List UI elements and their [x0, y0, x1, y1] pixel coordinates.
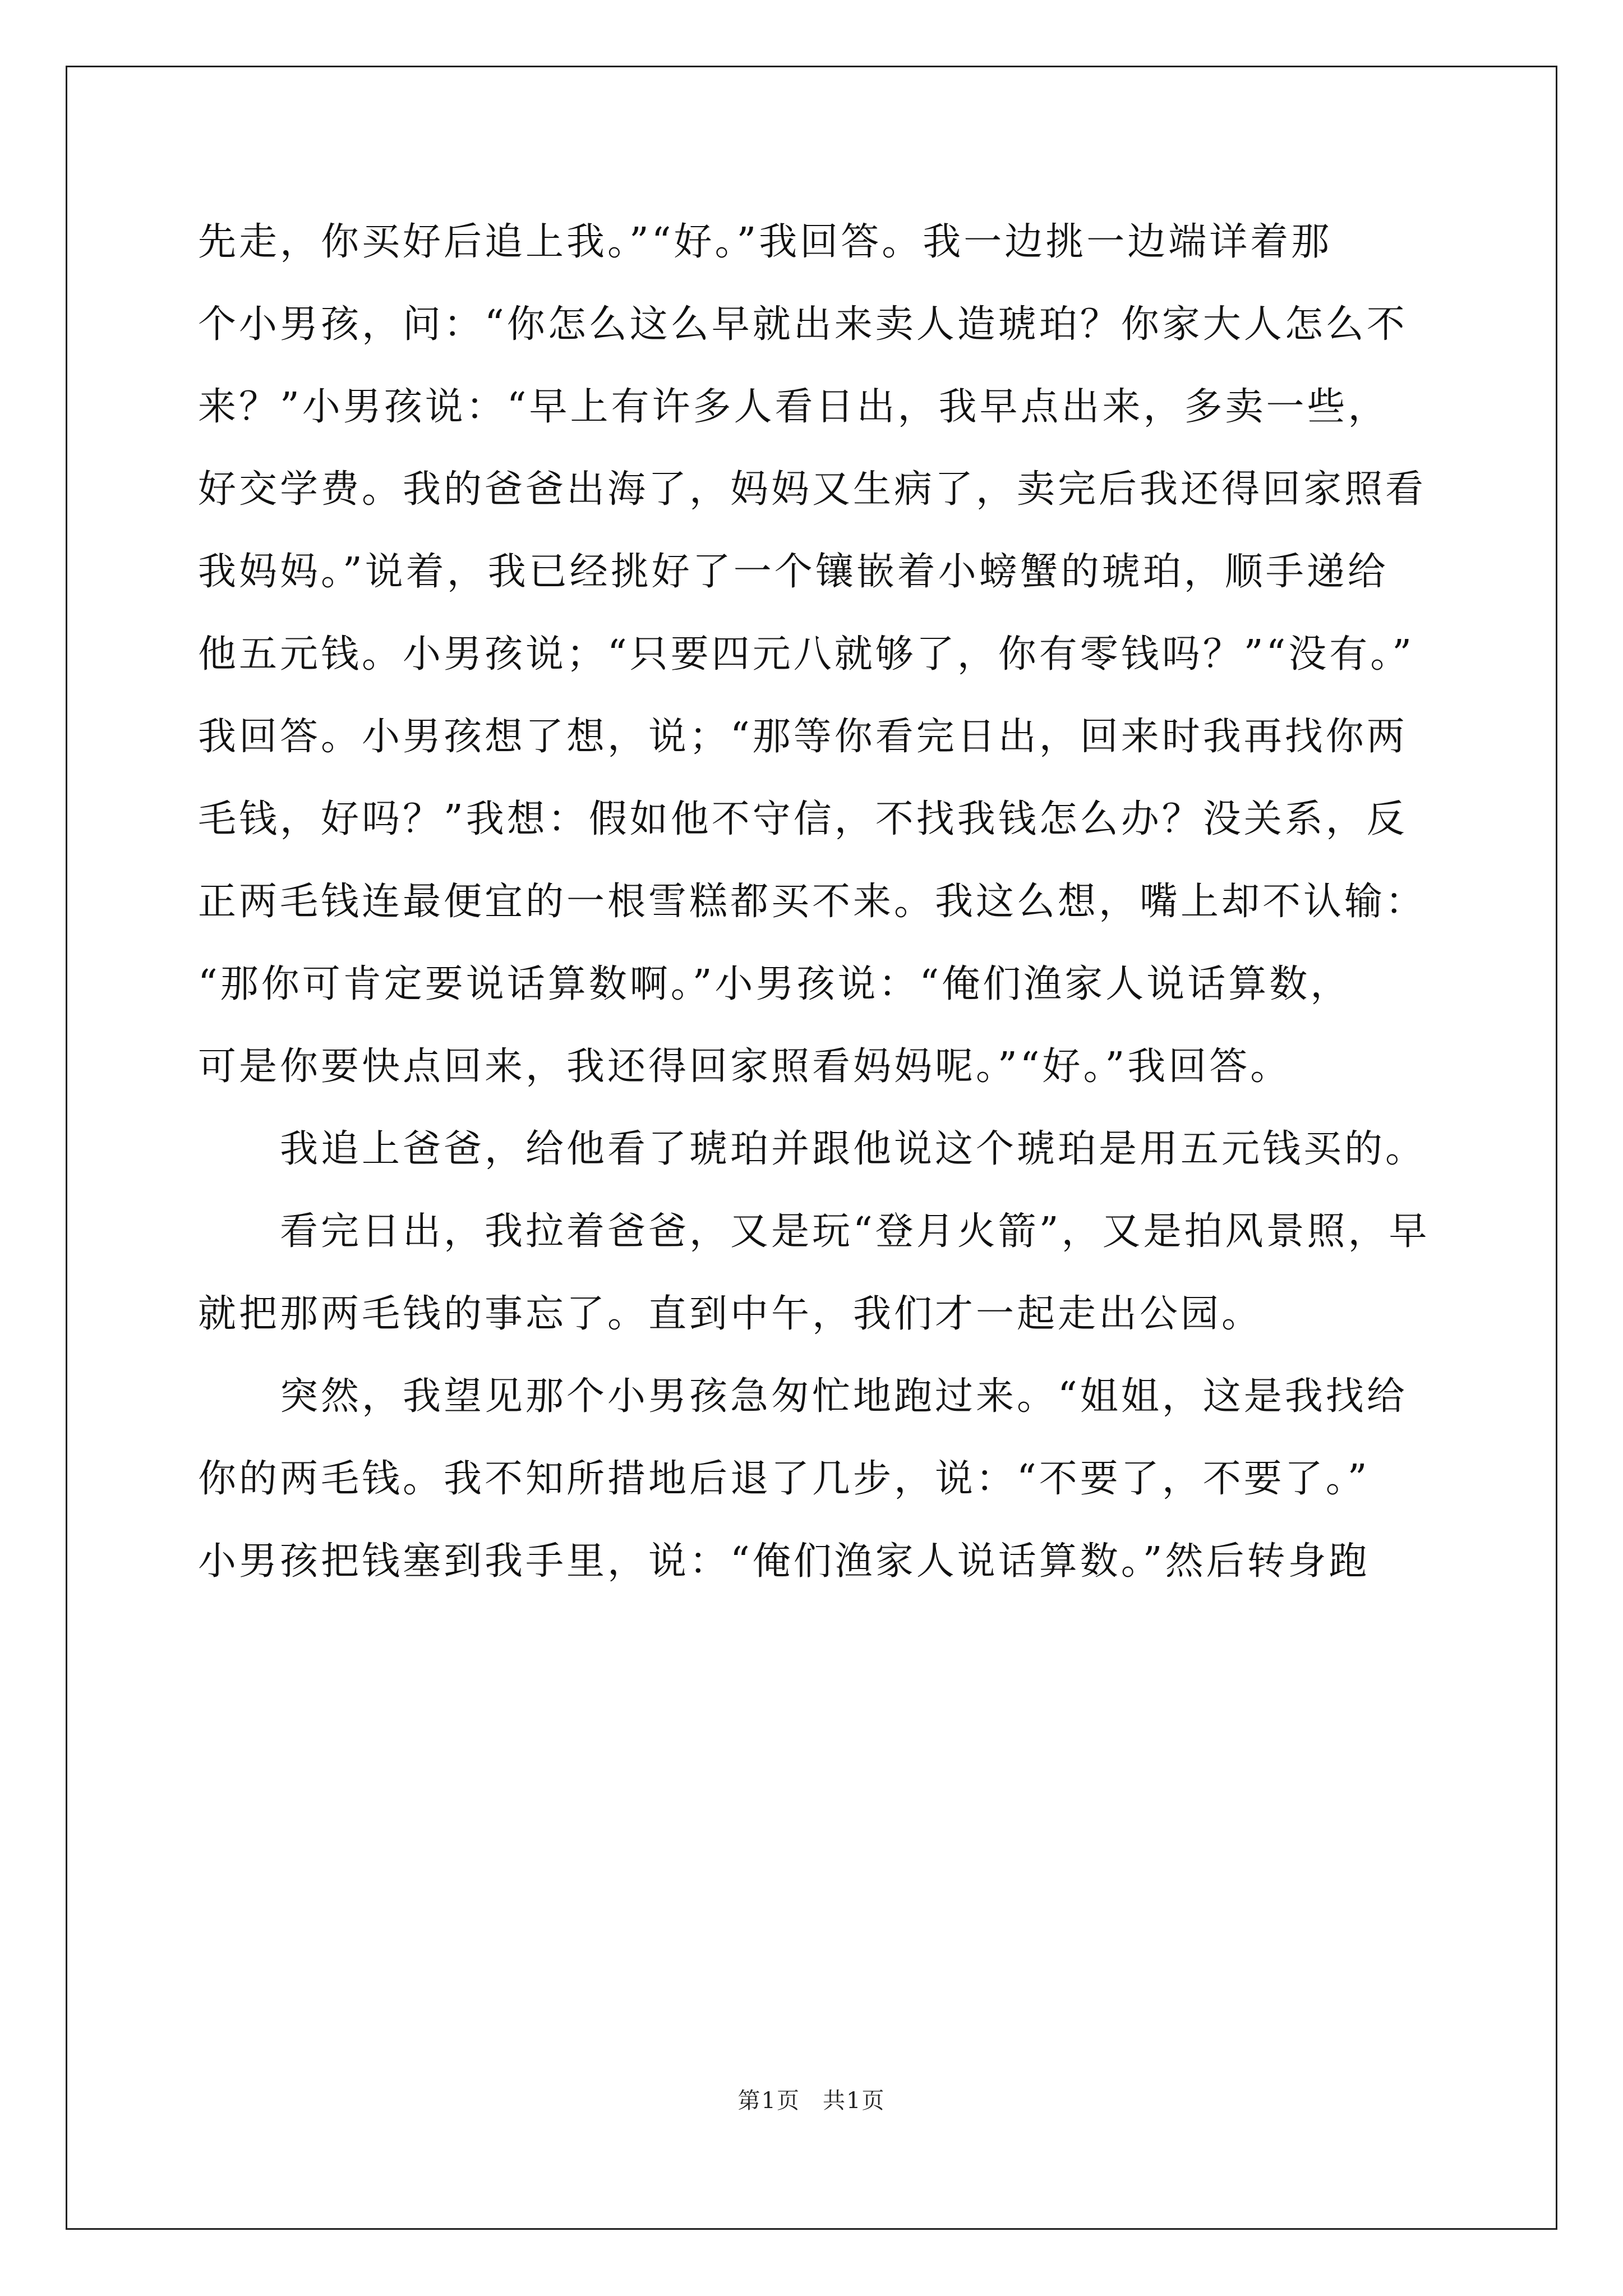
text-line-4: 好交学费。我的爸爸出海了，妈妈又生病了，卖完后我还得回家照看 [198, 467, 1427, 512]
text-line-1: 先走，你买好后追上我。”“好。”我回答。我一边挑一边端详着那 [198, 220, 1332, 264]
text-line-7: 我回答。小男孩想了想，说；“那等你看完日出，回来时我再找你两 [198, 715, 1408, 759]
page-footer [0, 2087, 1623, 2115]
text-line-6: 他五元钱。小男孩说；“只要四元八就够了，你有零钱吗？”“没有。” [198, 632, 1415, 677]
page-number: 第1页 [737, 2088, 800, 2114]
text-line-11: 可是你要快点回来，我还得回家照看妈妈呢。”“好。”我回答。 [198, 1045, 1292, 1089]
text-line-2: 个小男孩，问：“你怎么这么早就出来卖人造琥珀？你家大人怎么不 [198, 302, 1408, 347]
text-line-15: 突然，我望见那个小男孩急匆忙地跑过来。“姐姐，这是我找给 [198, 1374, 1408, 1419]
text-line-3: 来？”小男孩说：“早上有许多人看日出，我早点出来，多卖一些， [198, 385, 1389, 429]
text-line-10: “那你可肯定要说话算数啊。”小男孩说：“俺们渔家人说话算数， [198, 962, 1352, 1006]
text-line-16: 你的两毛钱。我不知所措地后退了几步，说：“不要了，不要了。” [198, 1457, 1370, 1501]
text-line-12: 我追上爸爸，给他看了琥珀并跟他说这个琥珀是用五元钱买的。 [198, 1127, 1427, 1171]
text-line-9: 正两毛钱连最便宜的一根雪糕都买不来。我这么想，嘴上却不认输： [198, 880, 1427, 924]
text-line-5: 我妈妈。”说着，我已经挑好了一个镶嵌着小螃蟹的琥珀，顺手递给 [198, 550, 1389, 594]
text-line-13: 看完日出，我拉着爸爸，又是玩“登月火箭”，又是拍风景照，早 [198, 1209, 1430, 1254]
text-line-8: 毛钱，好吗？”我想：假如他不守信，不找我钱怎么办？没关系，反 [198, 797, 1408, 841]
text-line-17: 小男孩把钱塞到我手里，说：“俺们渔家人说话算数。”然后转身跑 [198, 1539, 1370, 1584]
page-total: 共1页 [823, 2088, 886, 2114]
text-line-14: 就把那两毛钱的事忘了。直到中午，我们才一起走出公园。 [198, 1292, 1263, 1336]
